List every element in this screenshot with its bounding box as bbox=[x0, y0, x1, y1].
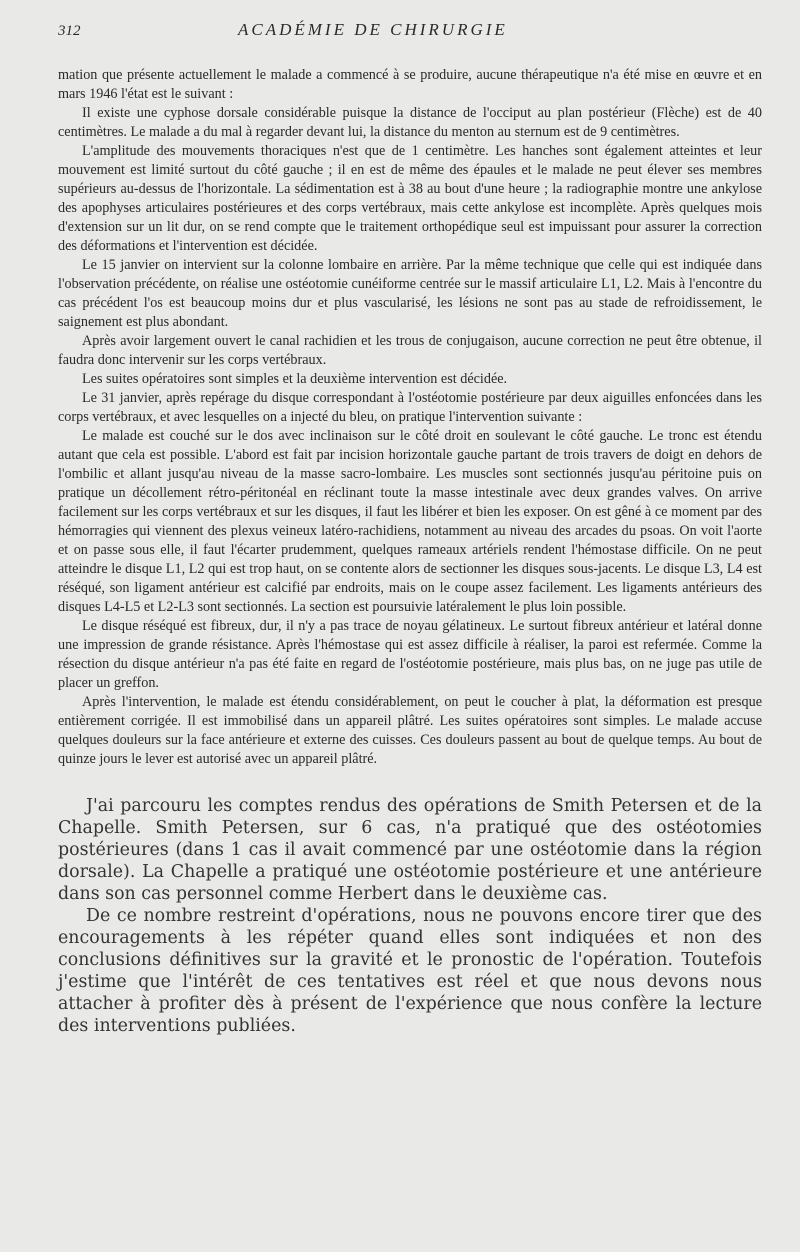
closing-paragraph: De ce nombre restreint d'opérations, nous ne pouvons encore tirer que des encouragements à les répéter quand elles sont indiquées et non des conclusions définitives sur la gravité et le pronostic de l'opération. Toutefois j'estime que l'intérêt de ces tentatives est réel et que nous devons nous attacher à profiter dès à présent de l'expérience que nous confère la lecture des interventions publiées. bbox=[58, 906, 762, 1036]
page-header bbox=[58, 20, 762, 46]
paragraph: Il existe une cyphose dorsale considérable puisque la distance de l'occiput au plan postérieur (Flèche) est de 40 centimètres. Le malade a du mal à regarder devant lui, la distance du menton au sternum est de 9 centimètres. bbox=[58, 105, 762, 140]
paragraph: Après l'intervention, le malade est étendu considérablement, on peut le coucher à plat, la déformation est presque entièrement corrigée. Il est immobilisé dans un appareil plâtré. Les suites opératoires sont simples. Le malade accuse quelques douleurs sur la face antérieure et externe des cuisses. Ces douleurs passent au bout de quelque temps. Au bout de quinze jours le lever est autorisé avec un appareil plâtré. bbox=[58, 694, 762, 767]
paragraph: Le 31 janvier, après repérage du disque correspondant à l'ostéotomie postérieure par deux aiguilles enfoncées dans les corps vertébraux, et avec lesquelles on a injecté du bleu, on pratique l'intervention suivante : bbox=[58, 390, 762, 425]
paragraph: Après avoir largement ouvert le canal rachidien et les trous de conjugaison, aucune correction ne peut être obtenue, il faudra donc intervenir sur les corps vertébraux. bbox=[58, 333, 762, 368]
paragraph: Le malade est couché sur le dos avec inclinaison sur le côté droit en soulevant le côté gauche. Le tronc est étendu autant que cela est possible. L'abord est fait par incision horizontale gauche partant de trois travers de doigt en dehors de l'ombilic et allant jusqu'au niveau de la masse sacro-lombaire. Les muscles sont sectionnés jusqu'au péritoine puis on pratique un décollement rétro-péritonéal en réclinant toute la masse intestinale avec deux grandes valves. On arrive facilement sur les corps vertébraux et sur les disques, il faut les libérer et bien les exposer. On est gêné à ce moment par des hémorragies qui viennent des plexus veineux latéro-rachidiens, notamment au niveau des arcades du psoas. On voit l'aorte et on passe sous elle, il faut l'écarter prudemment, quelques rameaux artériels rendent l'hémostase difficile. On ne peut atteindre le disque L1, L2 qui est trop haut, on se contente alors de sectionner les disques sous-jacents. Le disque L3, L4 est réséqué, son ligament antérieur est calcifié par endroits, mais on le coupe assez facilement. Les ligaments antérieurs des disques L4-L5 et L2-L3 sont sectionnés. La section est poursuivie latéralement le plus loin possible. bbox=[58, 428, 762, 615]
paragraph: Les suites opératoires sont simples et la deuxième intervention est décidée. bbox=[82, 371, 508, 387]
paragraph: Le disque réséqué est fibreux, dur, il n'y a pas trace de noyau gélatineux. Le surtout fibreux antérieur et latéral donne une impression de grande résistance. Après l'hémostase qui est assez difficile à réaliser, la paroi est refermée. Comme la résection du disque antérieur n'a pas été faite en regard de l'ostéotomie postérieure, mais plus bas, on ne juge pas utile de placer un greffon. bbox=[58, 618, 762, 691]
closing-paragraph: J'ai parcouru les comptes rendus des opérations de Smith Petersen et de la Chapelle. Smith Petersen, sur 6 cas, n'a pratiqué que des ostéotomies postérieures (dans 1 cas il avait commencé par une ostéotomie dans la région dorsale). La Chapelle a pratiqué une ostéotomie postérieure et une antérieure dans son cas personnel comme Herbert dans le deuxième cas. bbox=[58, 796, 762, 904]
running-title: ACADÉMIE DE CHIRURGIE bbox=[238, 20, 508, 39]
closing-remarks bbox=[58, 795, 762, 1037]
paragraph: mation que présente actuellement le malade a commencé à se produire, aucune thérapeutique n'a été mise en œuvre et en mars 1946 l'état est le suivant : bbox=[58, 67, 762, 102]
paragraph: Le 15 janvier on intervient sur la colonne lombaire en arrière. Par la même technique que celle qui est indiquée dans l'observation précédente, on réalise une ostéotomie cunéiforme centrée sur le massif articulaire L1, L2. Mais à l'encontre du cas précédent l'os est beaucoup moins dur et plus vascularisé, les lésions ne sont pas au stade de refroidissement, le saignement est plus abondant. bbox=[58, 257, 762, 330]
page-number: 312 bbox=[58, 23, 81, 39]
paragraph: L'amplitude des mouvements thoraciques n'est que de 1 centimètre. Les hanches sont également atteintes et leur mouvement est limité surtout du côté gauche ; il en est de même des épaules et le malade ne peut élever ses membres supérieurs au-dessus de l'horizontale. La sédimentation est à 38 au bout d'une heure ; la radiographie montre une ankylose des apophyses articulaires postérieures et des corps vertébraux, mais cette ankylose est incomplète. Après quelques mois d'extension sur un lit dur, on se rend compte que le traitement orthopédique seul est impuissant pour assurer la correction des déformations et l'intervention est décidée. bbox=[58, 143, 762, 254]
observation-text bbox=[58, 66, 762, 769]
